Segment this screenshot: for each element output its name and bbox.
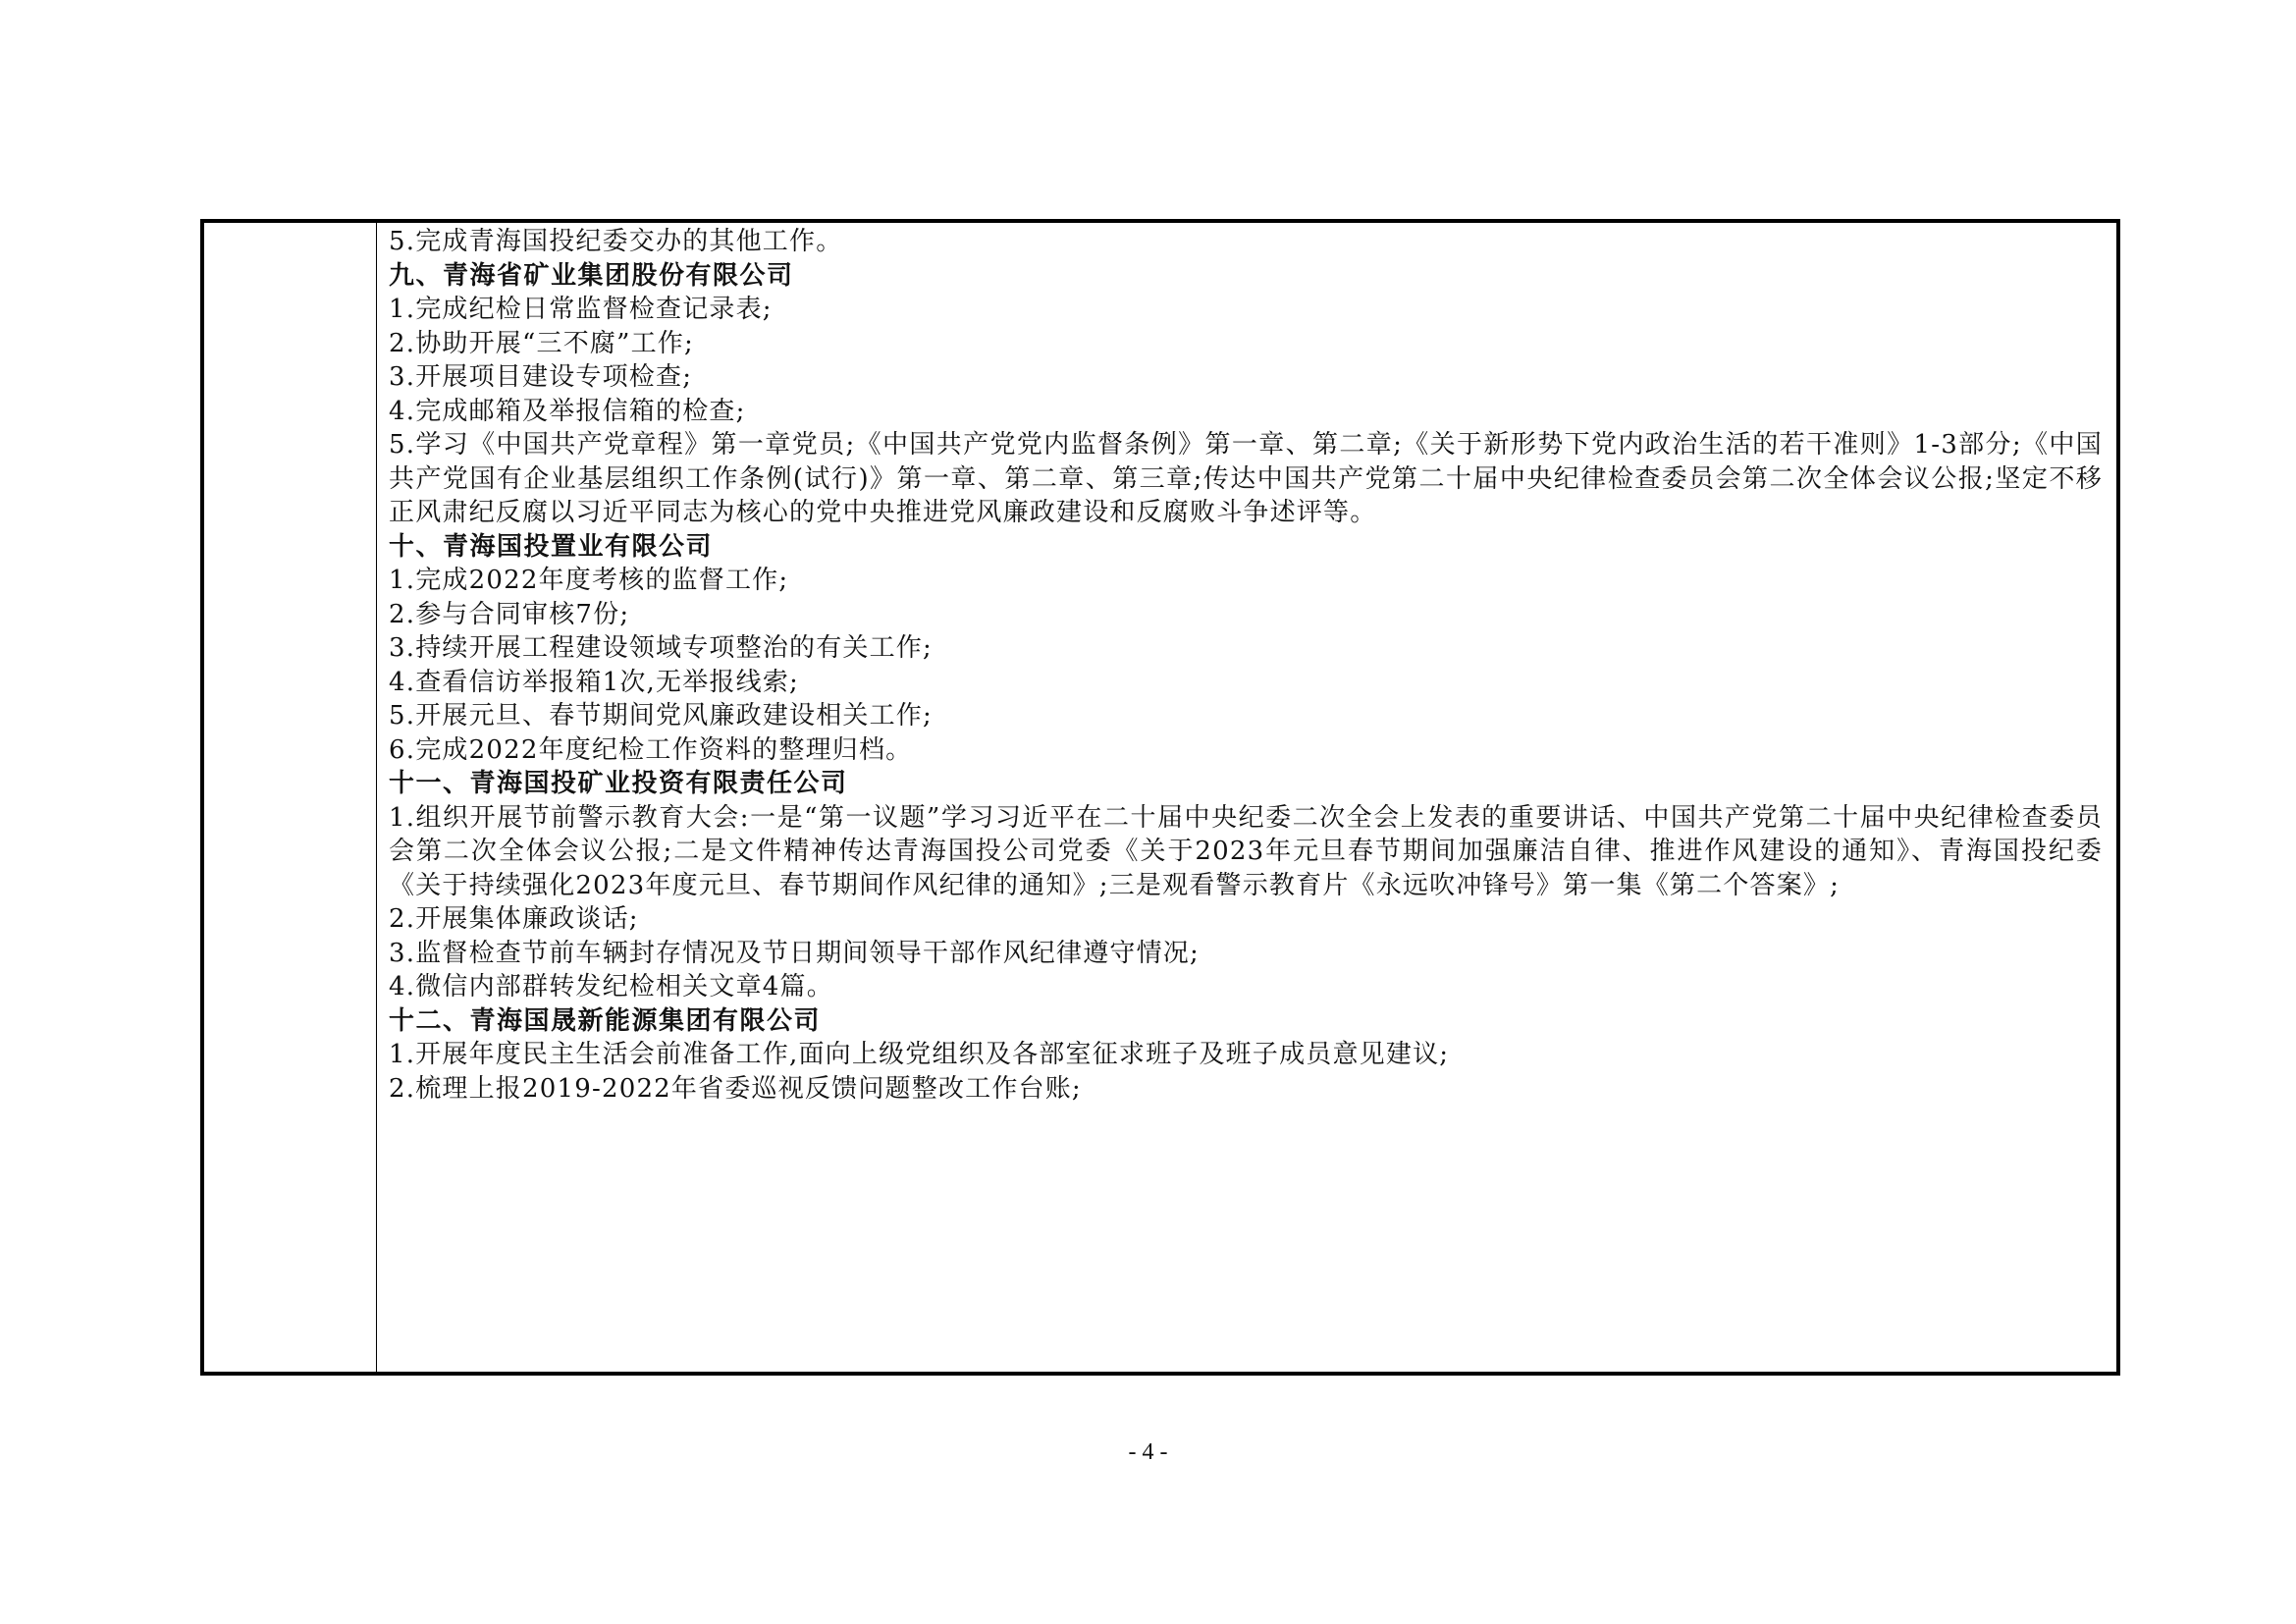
list-item: 2.参与合同审核7份; [389,599,630,629]
list-item: 4.查看信访举报箱1次,无举报线索; [389,667,799,697]
list-item: 6.完成2022年度纪检工作资料的整理归档。 [389,734,913,765]
section-heading: 十、青海国投置业有限公司 [389,531,714,562]
table-left-column [204,223,377,1372]
list-item: 2.梳理上报2019-2022年省委巡视反馈问题整改工作台账; [389,1073,1082,1104]
list-item: 4.微信内部群转发纪检相关文章4篇。 [389,972,833,1001]
list-item: 1.开展年度民主生活会前准备工作,面向上级党组织及各部室征求班子及班子成员意见建议; [389,1040,1450,1069]
document-table [200,219,2120,1376]
list-item: 5.完成青海国投纪委交办的其他工作。 [389,227,843,256]
list-item: 3.开展项目建设专项检查; [389,362,693,392]
list-item: 5.开展元旦、春节期间党风廉政建设相关工作; [389,701,933,731]
list-item: 1.组织开展节前警示教育大会:一是“第一议题”学习习近平在二十届中央纪委二次全会上发表的重要讲话、中国共产党第二十届中央纪律检查委员会第二次全体会议公报;二是文件精神传达青海国投公司党委《关于2023年元旦春节期间加强廉洁自律、推进作风建设的通知》、青海国投纪委《关于持续强化2023年度元旦、春节期间作风纪律的通知》;三是观看警示教育片《永远吹冲锋号》第一集《第二个答案》; [389,802,2103,900]
section-heading: 十二、青海国晟新能源集团有限公司 [389,1005,822,1036]
section-heading: 九、青海省矿业集团股份有限公司 [389,260,794,291]
table-content-column [377,223,2116,1372]
list-item: 2.开展集体廉政谈话; [389,904,639,934]
list-item: 3.监督检查节前车辆封存情况及节日期间领导干部作风纪律遵守情况; [389,938,1200,968]
list-item: 5.学习《中国共产党章程》第一章党员;《中国共产党党内监督条例》第一章、第二章;《关于新形势下党内政治生活的若干准则》1-3部分;《中国共产党国有企业基层组织工作条例(试行)》第一章、第二章、第三章;传达中国共产党第二十届中央纪律检查委员会第二次全体会议公报;坚定不移正风肃纪反腐以习近平同志为核心的党中央推进党风廉政建设和反腐败斗争述评等。 [389,430,2103,527]
list-item: 3.持续开展工程建设领域专项整治的有关工作; [389,633,933,663]
list-item: 1.完成2022年度考核的监督工作; [389,566,789,595]
list-item: 2.协助开展“三不腐”工作; [389,328,694,358]
list-item: 4.完成邮箱及举报信箱的检查; [389,396,746,426]
section-heading: 十一、青海国投矿业投资有限责任公司 [389,769,848,798]
list-item: 1.完成纪检日常监督检查记录表; [389,295,773,324]
page-number: - 4 - [1128,1439,1168,1465]
